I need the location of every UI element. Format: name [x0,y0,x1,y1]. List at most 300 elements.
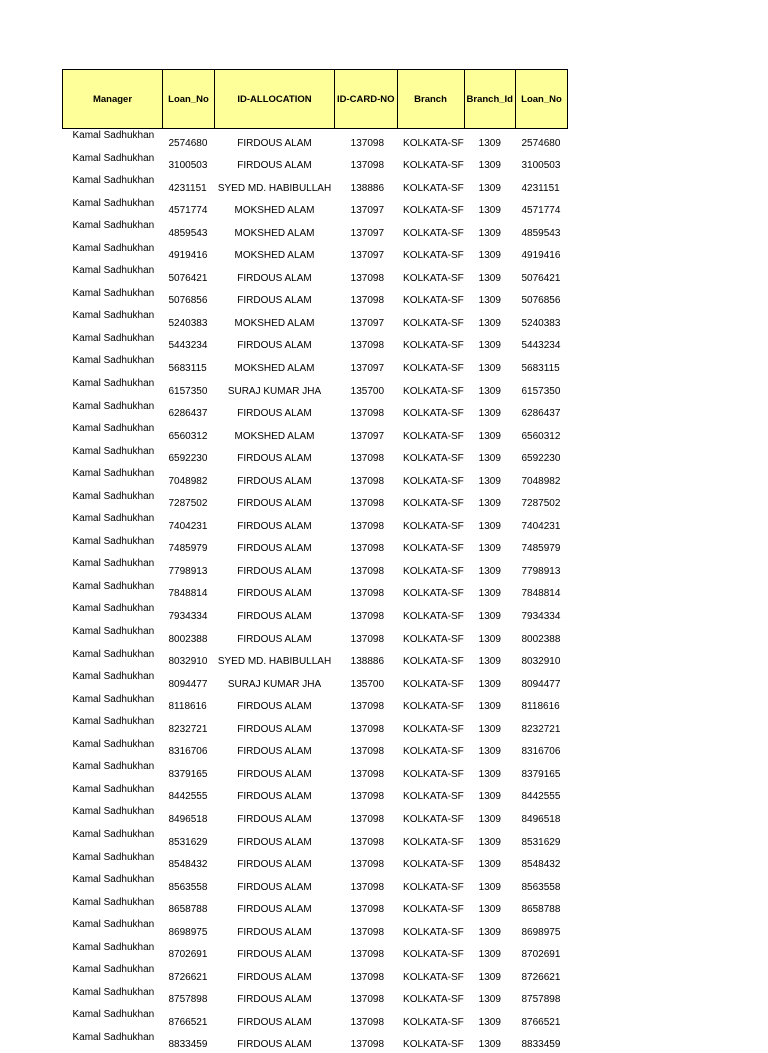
table-row [63,1008,568,1031]
cell-loan-no-2: 6286437 [516,400,568,423]
cell-loan-no-2: 4919416 [516,242,568,265]
cell-branch: KOLKATA-SF [397,287,464,310]
cell-branch-id: 1309 [464,467,515,490]
cell-id-allocation: SYED MD. HABIBULLAH [215,174,335,197]
cell-loan-no: 8379165 [163,760,215,783]
cell-loan-no-2: 8563558 [516,873,568,896]
cell-manager: Kamal Sadhukhan [63,174,163,197]
cell-branch: KOLKATA-SF [397,602,464,625]
cell-branch: KOLKATA-SF [397,535,464,558]
cell-branch: KOLKATA-SF [397,1008,464,1031]
cell-loan-no-2: 5683115 [516,354,568,377]
cell-id-card-no: 137098 [335,580,398,603]
cell-loan-no-2: 7404231 [516,512,568,535]
cell-id-allocation: FIRDOUS ALAM [215,715,335,738]
cell-id-allocation: FIRDOUS ALAM [215,129,335,152]
table-row [63,152,568,175]
cell-branch-id: 1309 [464,851,515,874]
cell-branch: KOLKATA-SF [397,129,464,152]
cell-id-allocation: MOKSHED ALAM [215,197,335,220]
header-loan-no: Loan_No [163,70,215,129]
table-row [63,1031,568,1053]
cell-loan-no: 6157350 [163,377,215,400]
cell-loan-no: 8442555 [163,783,215,806]
cell-loan-no: 4859543 [163,219,215,242]
table-row [63,873,568,896]
cell-id-card-no: 137098 [335,828,398,851]
cell-manager: Kamal Sadhukhan [63,219,163,242]
cell-loan-no: 5443234 [163,332,215,355]
cell-id-allocation: FIRDOUS ALAM [215,512,335,535]
cell-loan-no-2: 8757898 [516,986,568,1009]
table-row [63,490,568,513]
cell-loan-no-2: 7287502 [516,490,568,513]
cell-loan-no: 8702691 [163,941,215,964]
table-row [63,400,568,423]
cell-loan-no-2: 8658788 [516,896,568,919]
cell-loan-no: 6286437 [163,400,215,423]
cell-id-card-no: 138886 [335,174,398,197]
cell-loan-no: 7848814 [163,580,215,603]
table-row [63,805,568,828]
cell-loan-no-2: 3100503 [516,152,568,175]
cell-id-allocation: MOKSHED ALAM [215,242,335,265]
cell-branch: KOLKATA-SF [397,422,464,445]
cell-manager: Kamal Sadhukhan [63,805,163,828]
cell-id-allocation: FIRDOUS ALAM [215,1008,335,1031]
table-row [63,445,568,468]
cell-loan-no: 8658788 [163,896,215,919]
cell-loan-no: 7798913 [163,557,215,580]
cell-loan-no-2: 8496518 [516,805,568,828]
cell-id-allocation: FIRDOUS ALAM [215,963,335,986]
table-row [63,918,568,941]
cell-branch: KOLKATA-SF [397,152,464,175]
cell-manager: Kamal Sadhukhan [63,400,163,423]
cell-branch-id: 1309 [464,918,515,941]
cell-id-allocation: SURAJ KUMAR JHA [215,670,335,693]
cell-id-allocation: FIRDOUS ALAM [215,264,335,287]
cell-branch: KOLKATA-SF [397,197,464,220]
cell-loan-no-2: 8094477 [516,670,568,693]
cell-branch: KOLKATA-SF [397,851,464,874]
cell-id-allocation: FIRDOUS ALAM [215,625,335,648]
cell-manager: Kamal Sadhukhan [63,738,163,761]
cell-manager: Kamal Sadhukhan [63,445,163,468]
cell-branch: KOLKATA-SF [397,896,464,919]
cell-manager: Kamal Sadhukhan [63,625,163,648]
cell-id-card-no: 137097 [335,197,398,220]
cell-loan-no-2: 5076421 [516,264,568,287]
cell-branch-id: 1309 [464,354,515,377]
header-manager: Manager [63,70,163,129]
cell-branch: KOLKATA-SF [397,242,464,265]
cell-manager: Kamal Sadhukhan [63,783,163,806]
cell-loan-no-2: 4571774 [516,197,568,220]
cell-loan-no: 5076856 [163,287,215,310]
cell-branch-id: 1309 [464,805,515,828]
cell-id-allocation: MOKSHED ALAM [215,422,335,445]
cell-branch: KOLKATA-SF [397,963,464,986]
cell-branch-id: 1309 [464,490,515,513]
table-row [63,648,568,671]
cell-branch: KOLKATA-SF [397,400,464,423]
cell-branch: KOLKATA-SF [397,805,464,828]
table-row [63,896,568,919]
cell-loan-no: 8563558 [163,873,215,896]
cell-branch-id: 1309 [464,648,515,671]
cell-loan-no-2: 7934334 [516,602,568,625]
table-row [63,174,568,197]
cell-branch: KOLKATA-SF [397,1031,464,1053]
cell-id-card-no: 137098 [335,783,398,806]
cell-id-allocation: FIRDOUS ALAM [215,828,335,851]
cell-manager: Kamal Sadhukhan [63,535,163,558]
cell-id-allocation: FIRDOUS ALAM [215,986,335,1009]
cell-loan-no-2: 8002388 [516,625,568,648]
cell-branch: KOLKATA-SF [397,918,464,941]
cell-branch-id: 1309 [464,941,515,964]
cell-id-card-no: 137097 [335,422,398,445]
cell-manager: Kamal Sadhukhan [63,760,163,783]
cell-branch: KOLKATA-SF [397,715,464,738]
cell-id-card-no: 137098 [335,512,398,535]
cell-branch-id: 1309 [464,873,515,896]
header-branch-id: Branch_Id [464,70,515,129]
cell-id-card-no: 137098 [335,400,398,423]
table-row [63,557,568,580]
table-row [63,963,568,986]
cell-loan-no: 8698975 [163,918,215,941]
cell-branch-id: 1309 [464,242,515,265]
cell-loan-no: 8002388 [163,625,215,648]
cell-id-allocation: FIRDOUS ALAM [215,490,335,513]
cell-loan-no: 8094477 [163,670,215,693]
cell-branch: KOLKATA-SF [397,219,464,242]
header-id-card-no: ID-CARD-NO [335,70,398,129]
cell-branch-id: 1309 [464,715,515,738]
cell-id-card-no: 137098 [335,467,398,490]
cell-id-allocation: FIRDOUS ALAM [215,941,335,964]
cell-id-allocation: FIRDOUS ALAM [215,445,335,468]
table-row [63,467,568,490]
cell-loan-no-2: 8702691 [516,941,568,964]
header-loan-no-2: Loan_No [516,70,568,129]
cell-loan-no-2: 7848814 [516,580,568,603]
cell-branch-id: 1309 [464,174,515,197]
cell-loan-no-2: 7048982 [516,467,568,490]
cell-id-card-no: 135700 [335,377,398,400]
cell-loan-no-2: 8232721 [516,715,568,738]
cell-loan-no-2: 7798913 [516,557,568,580]
cell-id-allocation: FIRDOUS ALAM [215,783,335,806]
table-row [63,512,568,535]
cell-branch-id: 1309 [464,783,515,806]
cell-manager: Kamal Sadhukhan [63,828,163,851]
header-branch: Branch [397,70,464,129]
cell-loan-no: 3100503 [163,152,215,175]
cell-loan-no: 4231151 [163,174,215,197]
cell-id-card-no: 137097 [335,354,398,377]
cell-id-card-no: 137098 [335,896,398,919]
cell-branch-id: 1309 [464,828,515,851]
cell-branch: KOLKATA-SF [397,828,464,851]
cell-manager: Kamal Sadhukhan [63,512,163,535]
table-row [63,670,568,693]
cell-id-card-no: 138886 [335,648,398,671]
cell-manager: Kamal Sadhukhan [63,557,163,580]
cell-manager: Kamal Sadhukhan [63,715,163,738]
table-header [63,70,568,129]
cell-id-allocation: FIRDOUS ALAM [215,557,335,580]
cell-loan-no-2: 6592230 [516,445,568,468]
cell-manager: Kamal Sadhukhan [63,873,163,896]
cell-manager: Kamal Sadhukhan [63,918,163,941]
header-id-allocation: ID-ALLOCATION [215,70,335,129]
cell-id-allocation: FIRDOUS ALAM [215,805,335,828]
cell-loan-no: 7048982 [163,467,215,490]
cell-manager: Kamal Sadhukhan [63,287,163,310]
cell-manager: Kamal Sadhukhan [63,941,163,964]
cell-loan-no-2: 6560312 [516,422,568,445]
cell-manager: Kamal Sadhukhan [63,422,163,445]
cell-branch: KOLKATA-SF [397,760,464,783]
cell-loan-no: 6560312 [163,422,215,445]
cell-loan-no-2: 8531629 [516,828,568,851]
cell-id-allocation: FIRDOUS ALAM [215,400,335,423]
cell-id-allocation: FIRDOUS ALAM [215,602,335,625]
header-row [63,70,568,129]
cell-id-card-no: 137098 [335,873,398,896]
cell-loan-no-2: 5076856 [516,287,568,310]
cell-manager: Kamal Sadhukhan [63,354,163,377]
table-row [63,760,568,783]
cell-branch-id: 1309 [464,625,515,648]
cell-loan-no: 5240383 [163,309,215,332]
cell-loan-no: 8118616 [163,693,215,716]
cell-id-card-no: 137098 [335,445,398,468]
cell-loan-no: 8496518 [163,805,215,828]
cell-id-card-no: 137098 [335,264,398,287]
table-row [63,242,568,265]
cell-id-card-no: 137098 [335,332,398,355]
cell-id-card-no: 135700 [335,670,398,693]
cell-branch: KOLKATA-SF [397,941,464,964]
table-row [63,941,568,964]
cell-branch-id: 1309 [464,287,515,310]
cell-loan-no: 8757898 [163,986,215,1009]
cell-id-allocation: FIRDOUS ALAM [215,851,335,874]
cell-loan-no: 8316706 [163,738,215,761]
cell-id-card-no: 137098 [335,986,398,1009]
cell-branch: KOLKATA-SF [397,670,464,693]
cell-loan-no: 5683115 [163,354,215,377]
cell-branch-id: 1309 [464,264,515,287]
table-row [63,783,568,806]
table-body [63,129,568,1053]
cell-id-card-no: 137098 [335,851,398,874]
cell-branch-id: 1309 [464,152,515,175]
cell-id-allocation: FIRDOUS ALAM [215,287,335,310]
cell-id-allocation: FIRDOUS ALAM [215,332,335,355]
table-row [63,580,568,603]
cell-loan-no: 8548432 [163,851,215,874]
table-row [63,377,568,400]
cell-loan-no: 6592230 [163,445,215,468]
cell-branch: KOLKATA-SF [397,557,464,580]
table-row [63,535,568,558]
cell-loan-no: 4919416 [163,242,215,265]
cell-loan-no-2: 2574680 [516,129,568,152]
cell-branch: KOLKATA-SF [397,986,464,1009]
cell-branch: KOLKATA-SF [397,512,464,535]
cell-loan-no: 8766521 [163,1008,215,1031]
table-row [63,332,568,355]
cell-branch-id: 1309 [464,129,515,152]
cell-id-card-no: 137098 [335,490,398,513]
cell-branch: KOLKATA-SF [397,174,464,197]
cell-manager: Kamal Sadhukhan [63,670,163,693]
cell-branch-id: 1309 [464,219,515,242]
cell-manager: Kamal Sadhukhan [63,152,163,175]
cell-loan-no: 2574680 [163,129,215,152]
table-row [63,219,568,242]
cell-branch-id: 1309 [464,445,515,468]
cell-loan-no-2: 8379165 [516,760,568,783]
cell-branch: KOLKATA-SF [397,377,464,400]
cell-loan-no-2: 8698975 [516,918,568,941]
cell-manager: Kamal Sadhukhan [63,693,163,716]
table-row [63,851,568,874]
cell-id-card-no: 137097 [335,309,398,332]
cell-manager: Kamal Sadhukhan [63,197,163,220]
cell-loan-no: 7485979 [163,535,215,558]
table-row [63,986,568,1009]
cell-loan-no: 8833459 [163,1031,215,1053]
cell-id-allocation: FIRDOUS ALAM [215,693,335,716]
cell-manager: Kamal Sadhukhan [63,332,163,355]
cell-loan-no-2: 8548432 [516,851,568,874]
cell-id-card-no: 137098 [335,1008,398,1031]
cell-branch-id: 1309 [464,693,515,716]
cell-branch-id: 1309 [464,197,515,220]
cell-loan-no: 7934334 [163,602,215,625]
loan-allocation-table [62,69,568,1053]
cell-manager: Kamal Sadhukhan [63,242,163,265]
cell-id-allocation: FIRDOUS ALAM [215,760,335,783]
cell-id-allocation: FIRDOUS ALAM [215,467,335,490]
cell-loan-no-2: 7485979 [516,535,568,558]
table-row [63,422,568,445]
cell-manager: Kamal Sadhukhan [63,986,163,1009]
cell-id-card-no: 137098 [335,152,398,175]
cell-loan-no-2: 8726621 [516,963,568,986]
cell-branch: KOLKATA-SF [397,580,464,603]
cell-id-card-no: 137098 [335,715,398,738]
cell-id-allocation: FIRDOUS ALAM [215,873,335,896]
cell-id-allocation: FIRDOUS ALAM [215,535,335,558]
table-row [63,129,568,152]
cell-branch-id: 1309 [464,535,515,558]
cell-manager: Kamal Sadhukhan [63,309,163,332]
cell-id-allocation: MOKSHED ALAM [215,354,335,377]
cell-branch-id: 1309 [464,963,515,986]
cell-id-card-no: 137098 [335,1031,398,1053]
cell-branch: KOLKATA-SF [397,264,464,287]
cell-loan-no-2: 8766521 [516,1008,568,1031]
cell-id-allocation: FIRDOUS ALAM [215,580,335,603]
cell-id-card-no: 137098 [335,918,398,941]
cell-branch: KOLKATA-SF [397,332,464,355]
cell-manager: Kamal Sadhukhan [63,602,163,625]
table-row [63,602,568,625]
table-row [63,828,568,851]
cell-branch: KOLKATA-SF [397,693,464,716]
cell-loan-no: 8032910 [163,648,215,671]
cell-id-allocation: FIRDOUS ALAM [215,738,335,761]
cell-id-card-no: 137098 [335,625,398,648]
cell-manager: Kamal Sadhukhan [63,377,163,400]
table-row [63,309,568,332]
cell-id-card-no: 137098 [335,287,398,310]
table-row [63,287,568,310]
cell-branch-id: 1309 [464,377,515,400]
cell-loan-no-2: 4859543 [516,219,568,242]
cell-id-card-no: 137098 [335,557,398,580]
cell-branch-id: 1309 [464,580,515,603]
cell-branch-id: 1309 [464,1008,515,1031]
cell-branch-id: 1309 [464,332,515,355]
cell-branch-id: 1309 [464,309,515,332]
cell-id-allocation: FIRDOUS ALAM [215,152,335,175]
cell-id-card-no: 137098 [335,738,398,761]
cell-branch: KOLKATA-SF [397,445,464,468]
table-row [63,197,568,220]
cell-id-card-no: 137098 [335,535,398,558]
cell-id-card-no: 137098 [335,963,398,986]
cell-loan-no-2: 8032910 [516,648,568,671]
cell-manager: Kamal Sadhukhan [63,963,163,986]
table-row [63,264,568,287]
cell-loan-no: 4571774 [163,197,215,220]
cell-manager: Kamal Sadhukhan [63,490,163,513]
cell-branch: KOLKATA-SF [397,783,464,806]
cell-branch-id: 1309 [464,760,515,783]
cell-manager: Kamal Sadhukhan [63,264,163,287]
cell-manager: Kamal Sadhukhan [63,896,163,919]
cell-id-allocation: FIRDOUS ALAM [215,1031,335,1053]
cell-manager: Kamal Sadhukhan [63,1008,163,1031]
cell-branch-id: 1309 [464,512,515,535]
cell-id-allocation: MOKSHED ALAM [215,309,335,332]
cell-id-allocation: FIRDOUS ALAM [215,896,335,919]
table-row [63,738,568,761]
cell-manager: Kamal Sadhukhan [63,467,163,490]
cell-branch-id: 1309 [464,1031,515,1053]
cell-id-card-no: 137098 [335,602,398,625]
cell-branch: KOLKATA-SF [397,873,464,896]
cell-branch: KOLKATA-SF [397,648,464,671]
cell-loan-no-2: 5443234 [516,332,568,355]
cell-loan-no: 8726621 [163,963,215,986]
cell-loan-no: 5076421 [163,264,215,287]
cell-branch: KOLKATA-SF [397,467,464,490]
cell-branch-id: 1309 [464,602,515,625]
cell-branch: KOLKATA-SF [397,309,464,332]
cell-id-card-no: 137098 [335,693,398,716]
cell-manager: Kamal Sadhukhan [63,648,163,671]
table-row [63,625,568,648]
